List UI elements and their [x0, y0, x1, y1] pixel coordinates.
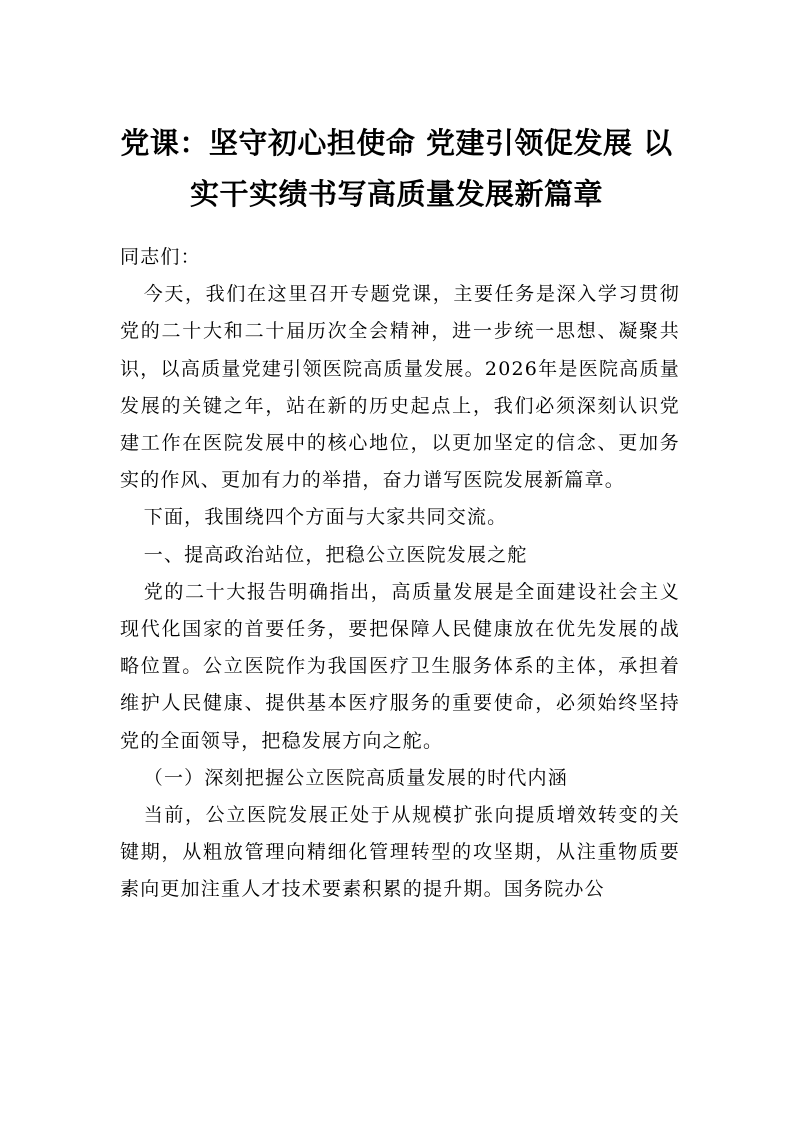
paragraph-intro: 今天，我们在这里召开专题党课，主要任务是深入学习贯彻党的二十大和二十届历次全会精神，进一步统一思想、凝聚共识，以高质量党建引领医院高质量发展。2026年是医院高质量发展的关键之年，站在新的历史起点上，我们必须深刻认识党建工作在医院发展中的核心地位，以更加坚定的信念、更加务实的作风、更加有力的举措，奋力谱写医院发展新篇章。: [120, 283, 680, 492]
paragraph-section-1: 党的二十大报告明确指出，高质量发展是全面建设社会主义现代化国家的首要任务，要把保障人民健康放在优先发展的战略位置。公立医院作为我国医疗卫生服务体系的主体，承担着维护人民健康、提供基本医疗服务的重要使命，必须始终坚持党的全面领导，把稳发展方向之舵。: [120, 580, 680, 752]
section-heading-1: 一、提高政治站位，把稳公立医院发展之舵: [143, 543, 528, 566]
title-line-2: 实干实绩书写高质量发展新篇章: [189, 177, 603, 211]
paragraph-subsection-1: 当前，公立医院发展正处于从规模扩张向提质增效转变的关键期，从粗放管理向精细化管理转型的攻坚期，从注重物质要素向更加注重人才技术要素积累的提升期。国务院办公: [120, 804, 680, 901]
document-title: [110, 118, 683, 220]
subsection-heading-1: （一）深刻把握公立医院高质量发展的时代内涵: [143, 766, 568, 789]
salutation: 同志们：: [120, 246, 201, 268]
paragraph-outline: 下面，我围绕四个方面与大家共同交流。: [143, 506, 508, 529]
document-body: [120, 239, 680, 909]
title-line-1: 党课：坚守初心担使命 党建引领促发展 以: [120, 126, 673, 160]
